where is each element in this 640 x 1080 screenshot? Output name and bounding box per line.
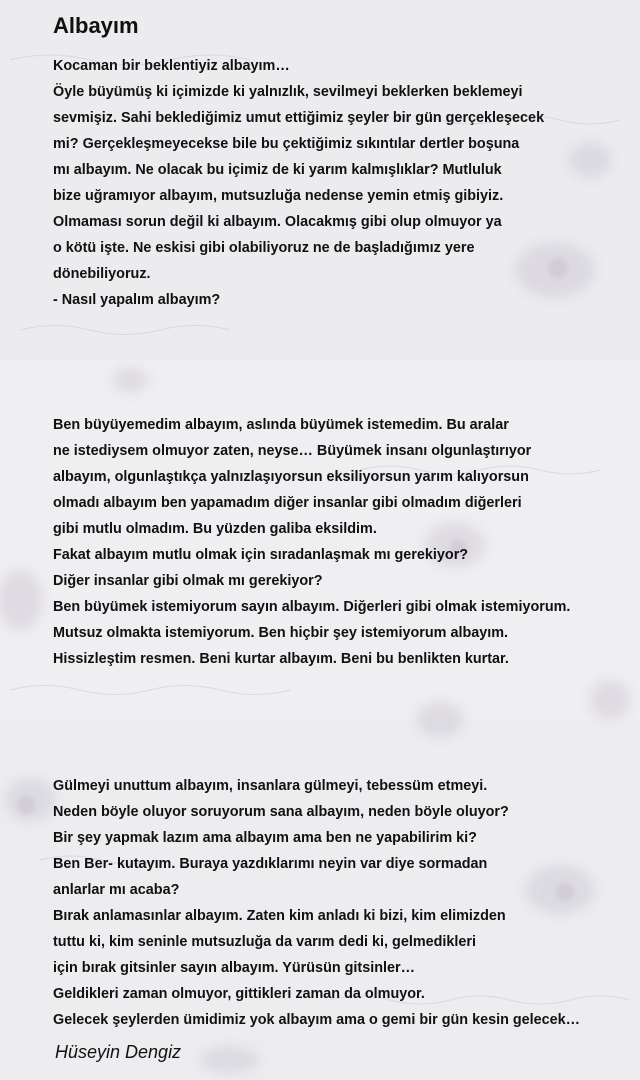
poem-title: Albayım [53,13,139,38]
poem-line: Neden böyle oluyor soruyorum sana albayım, neden böyle oluyor? [53,804,509,820]
poem-line: Geldikleri zaman olmuyor, gittikleri zaman da olmuyor. [53,986,425,1002]
poem-author: Hüseyin Dengiz [55,1042,182,1062]
poem-line: - Nasıl yapalım albayım? [53,292,221,308]
poem-stanza-2 [53,412,570,672]
poem-line: mı albayım. Ne olacak bu içimiz de ki yarım kalmışlıklar? Mutluluk [53,162,502,178]
poem-line: albayım, olgunlaştıkça yalnızlaşıyorsun eksiliyorsun yarım kalıyorsun [53,469,529,485]
poem-line: Ben büyümek istemiyorum sayın albayım. Diğerleri gibi olmak istemiyorum. [53,599,571,615]
poem-line: tuttu ki, kim seninle mutsuzluğa da varım dedi ki, gelmedikleri [53,934,477,950]
poem-line: Fakat albayım mutlu olmak için sıradanlaşmak mı gerekiyor? [53,547,469,563]
poem-line: Bırak anlamasınlar albayım. Zaten kim anladı ki bizi, kim elimizden [53,908,506,924]
poem-line: Öyle büyümüş ki içimizde ki yalnızlık, sevilmeyi beklerken beklemeyi [53,84,523,100]
poem-line: Hissizleştim resmen. Beni kurtar albayım. Beni bu benlikten kurtar. [53,651,509,667]
poem-line: için bırak gitsinler sayın albayım. Yürüsün gitsinler… [53,960,416,976]
poem-line: o kötü işte. Ne eskisi gibi olabiliyoruz ne de başladığımız yere [53,240,475,256]
poem-line: Ben Ber- kutayım. Buraya yazdıklarımı neyin var diye sormadan [53,856,488,872]
poem-line: gibi mutlu olmadım. Bu yüzden galiba eksildim. [53,521,377,537]
poem-stanza-1 [53,53,544,313]
poem-stanza-3 [53,773,580,1033]
poem-line: ne istediysem olmuyor zaten, neyse… Büyümek insanı olgunlaştırıyor [53,443,532,459]
poem-line: Kocaman bir beklentiyiz albayım… [53,58,290,74]
poem-line: dönebiliyoruz. [53,266,151,282]
poem-line: Ben büyüyemedim albayım, aslında büyümek istemedim. Bu aralar [53,417,509,433]
poem-line: anlarlar mı acaba? [53,882,180,898]
poem-line: bize uğramıyor albayım, mutsuzluğa nedense yemin etmiş gibiyiz. [53,188,504,204]
poem-line: Olmaması sorun değil ki albayım. Olacakmış gibi olup olmuyor ya [53,214,502,230]
poem-line: Bir şey yapmak lazım ama albayım ama ben ne yapabilirim ki? [53,830,477,846]
poem-line: Gelecek şeylerden ümidimiz yok albayım ama o gemi bir gün kesin gelecek… [53,1012,581,1028]
poem-line: Gülmeyi unuttum albayım, insanlara gülmeyi, tebessüm etmeyi. [53,778,488,794]
poem-line: mi? Gerçekleşmeyecekse bile bu çektiğimiz sıkıntılar dertler boşuna [53,136,520,152]
poem-line: Mutsuz olmakta istemiyorum. Ben hiçbir şey istemiyorum albayım. [53,625,509,641]
poem-line: Diğer insanlar gibi olmak mı gerekiyor? [53,573,323,589]
poem-line: olmadı albayım ben yapamadım diğer insanlar gibi olmadım diğerleri [53,495,522,511]
poem-line: sevmişiz. Sahi beklediğimiz umut ettiğimiz şeyler bir gün gerçekleşecek [53,110,545,126]
